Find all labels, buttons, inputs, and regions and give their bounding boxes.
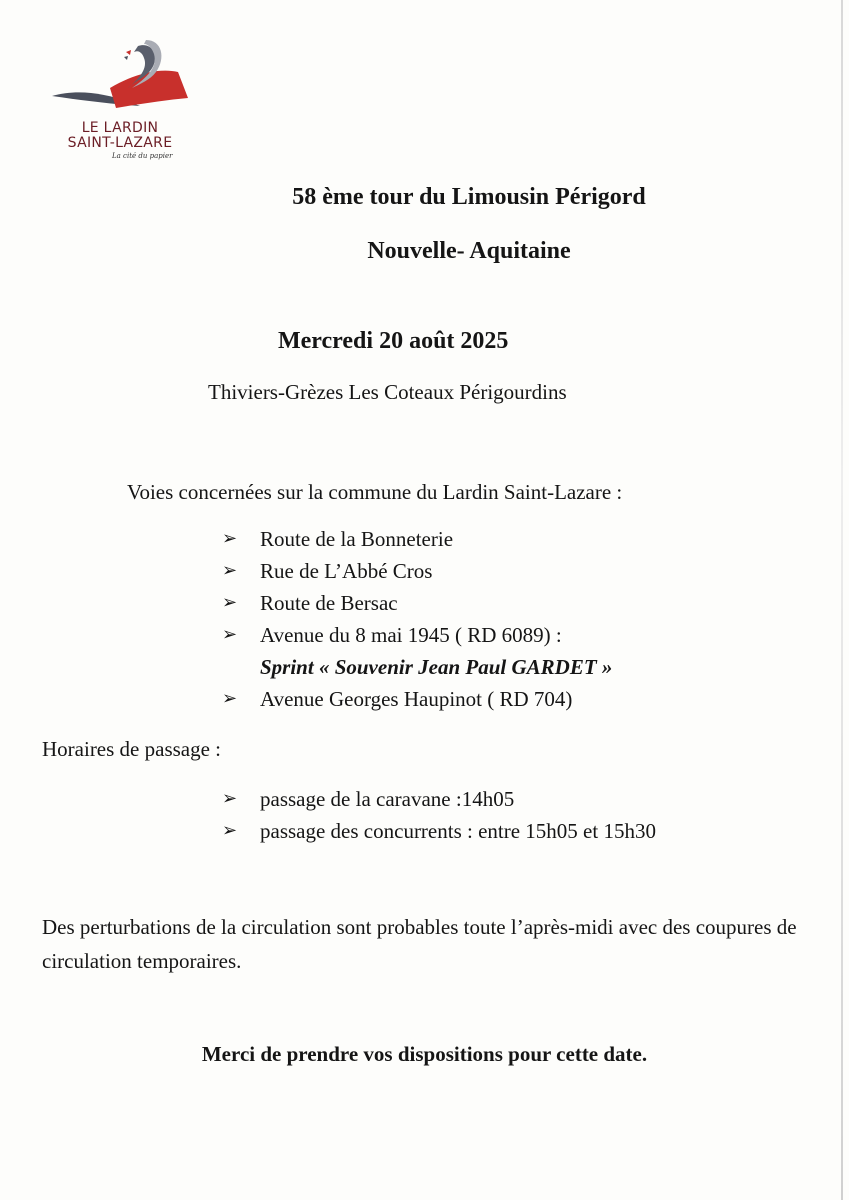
voie-label: Route de Bersac [260, 591, 398, 615]
list-item [222, 683, 612, 715]
voie-label: Avenue Georges Haupinot ( RD 704) [260, 687, 573, 711]
logo-line-2: SAINT-LAZARE [67, 135, 173, 151]
arrow-bullet-icon: ➢ [222, 688, 238, 709]
horaires-intro: Horaires de passage : [42, 737, 222, 761]
arrow-bullet-icon: ➢ [222, 528, 238, 549]
event-subtitle: Nouvelle- Aquitaine [367, 238, 571, 264]
logo-tagline: La cité du papier [112, 152, 173, 160]
event-route: Thiviers-Grèzes Les Coteaux Périgourdins [208, 380, 567, 404]
horaire-label: passage de la caravane :14h05 [260, 787, 515, 811]
closing-note: Merci de prendre vos dispositions pour cette date. [201, 1042, 648, 1066]
town-logo [50, 38, 195, 168]
horaire-label: passage des concurrents : entre 15h05 et 15h30 [260, 819, 656, 843]
list-item [222, 523, 612, 555]
arrow-bullet-icon: ➢ [222, 788, 238, 809]
list-item [222, 783, 656, 815]
sprint-label: Sprint « Souvenir Jean Paul GARDET » [260, 655, 613, 679]
voies-list [222, 523, 612, 715]
list-item [222, 815, 656, 847]
voie-label: Route de la Bonneterie [260, 527, 454, 551]
voies-intro: Voies concernées sur la commune du Lardin Saint-Lazare : [127, 480, 623, 504]
perturbations-notice: Des perturbations de la circulation sont probables toute l’après-midi avec des coupures de circulation temporaires. [42, 915, 797, 973]
arrow-bullet-icon: ➢ [222, 560, 238, 581]
event-title: 58 ème tour du Limousin Périgord [292, 184, 646, 210]
scan-edge [841, 0, 843, 1200]
logo-line-1: LE LARDIN [81, 120, 159, 136]
sprint-note [222, 651, 612, 683]
arrow-bullet-icon: ➢ [222, 624, 238, 645]
voie-label: Avenue du 8 mai 1945 ( RD 6089) : [260, 623, 562, 647]
list-item [222, 555, 612, 587]
town-logo-emblem-icon [50, 38, 195, 120]
list-item [222, 619, 612, 651]
arrow-bullet-icon: ➢ [222, 820, 238, 841]
event-date: Mercredi 20 août 2025 [278, 328, 509, 354]
voie-label: Rue de L’Abbé Cros [260, 559, 433, 583]
horaires-list [222, 783, 656, 847]
list-item [222, 587, 612, 619]
arrow-bullet-icon: ➢ [222, 592, 238, 613]
